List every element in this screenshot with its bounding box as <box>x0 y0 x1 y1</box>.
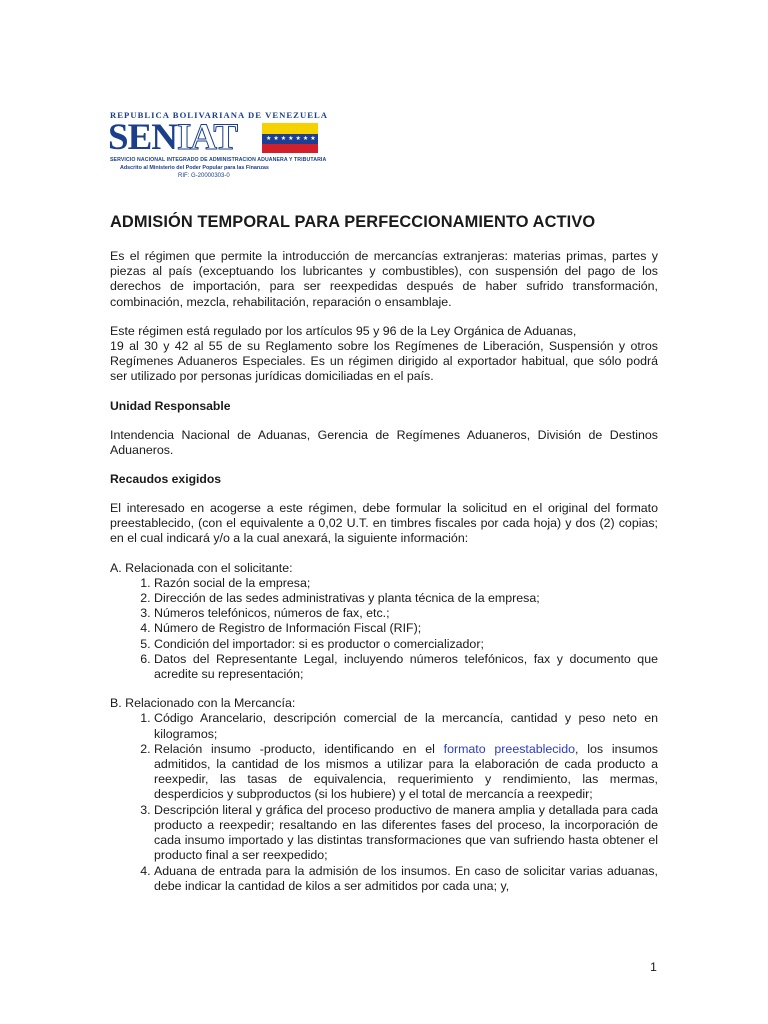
list-item: 3. Números telefónicos, números de fax, etc.; <box>154 606 658 621</box>
venezuela-flag-icon: ★★★★★★★★ <box>262 123 318 153</box>
document-title: ADMISIÓN TEMPORAL PARA PERFECCIONAMIENTO ACTIVO <box>110 213 596 231</box>
unidad-heading: Unidad Responsable <box>110 398 231 413</box>
list-item: 4. Número de Registro de Información Fiscal (RIF); <box>154 621 658 636</box>
list-item: 3. Descripción literal y gráfica del proceso productivo de manera amplia y detallada para cada producto a reexpedir; resaltando en las diferentes fases del proceso, la incorporación de cada insumo importado y las distintas transformaciones que van sufriendo hasta obtener el producto final a ser reexpedido; <box>154 803 658 864</box>
list-item: 4. Aduana de entrada para la admisión de los insumos. En caso de solicitar varias aduanas, debe indicar la cantidad de kilos a ser admitidos por cada una; y, <box>154 864 658 894</box>
logo-word-right: IAT <box>176 117 238 158</box>
section-b-label: B. Relacionado con la Mercancía: <box>110 696 296 711</box>
list-item: 1. Razón social de la empresa; <box>154 576 658 591</box>
list-item: 2. Dirección de las sedes administrativas y planta técnica de la empresa; <box>154 591 658 606</box>
section-b-list <box>110 711 658 893</box>
item2-before: Relación insumo -producto, identificando en el <box>154 741 444 756</box>
regulation-rest: 19 al 30 y 42 al 55 de su Reglamento sobre los Regímenes de Liberación, Suspensión y otros Regímenes Aduaneros Especiales. Es un régimen dirigido al exportador habitual, que sólo podrá ser utilizado por personas jurídicas domiciliadas en el país. <box>110 339 658 384</box>
regulation-line1: Este régimen está regulado por los artículos 95 y 96 de la Ley Orgánica de Aduanas, <box>110 323 577 338</box>
formato-preestablecido-link[interactable]: formato preestablecido <box>443 741 576 756</box>
recaudos-heading: Recaudos exigidos <box>110 472 222 487</box>
logo-rif-text: RIF: G-20000303-0 <box>178 173 230 179</box>
item2-after: , los insumos admitidos, la cantidad de los mismos a utilizar para la elaboración de cada producto a reexpedir, las tasas de equivalencia, requerimiento y rendimiento, las mermas, desperdicios y subproductos (si los hubiere) y el total de mercancía a reexpedir; <box>154 741 658 802</box>
logo-ministry-text: Adscrito al Ministerio del Poder Popular para las Finanzas <box>120 165 269 171</box>
logo-word-left: SEN <box>108 117 177 158</box>
list-item: 6. Datos del Representante Legal, incluyendo números telefónicos, fax y documento que acredite su representación; <box>154 652 658 682</box>
list-item <box>154 742 658 803</box>
section-a-label: A. Relacionada con el solicitante: <box>110 560 293 575</box>
unidad-paragraph: Intendencia Nacional de Aduanas, Gerencia de Regímenes Aduaneros, División de Destinos Aduaneros. <box>110 427 658 457</box>
list-item: 5. Condición del importador: si es productor o comercializador; <box>154 637 658 652</box>
logo-republic-text: REPUBLICA BOLIVARIANA DE VENEZUELA <box>110 110 329 120</box>
logo-service-text: SERVICIO NACIONAL INTEGRADO DE ADMINISTRACION ADUANERA Y TRIBUTARIA <box>110 157 327 163</box>
seniat-logo <box>108 110 329 186</box>
intro-paragraph: Es el régimen que permite la introducción de mercancías extranjeras: materias primas, partes y piezas al país (exceptuando los lubricantes y combustibles), con suspensión del pago de los derechos de importación, para ser reexpedidas después de haber sufrido transformación, combinación, mezcla, rehabilitación, reparación o ensamblaje. <box>110 249 658 309</box>
document-body <box>110 212 658 908</box>
recaudos-paragraph: El interesado en acogerse a este régimen, debe formular la solicitud en el original del formato preestablecido, (con el equivalente a 0,02 U.T. en timbres fiscales por cada hoja) y dos (2) copias; en el cual indicará y/o a la cual anexará, la siguiente información: <box>110 501 658 546</box>
section-a-list <box>110 576 658 682</box>
logo-wordmark <box>108 119 237 156</box>
regulation-paragraph <box>110 324 658 385</box>
list-item: 1. Código Arancelario, descripción comercial de la mercancía, cantidad y peso neto en kilogramos; <box>154 711 658 741</box>
page-number: 1 <box>650 960 657 974</box>
